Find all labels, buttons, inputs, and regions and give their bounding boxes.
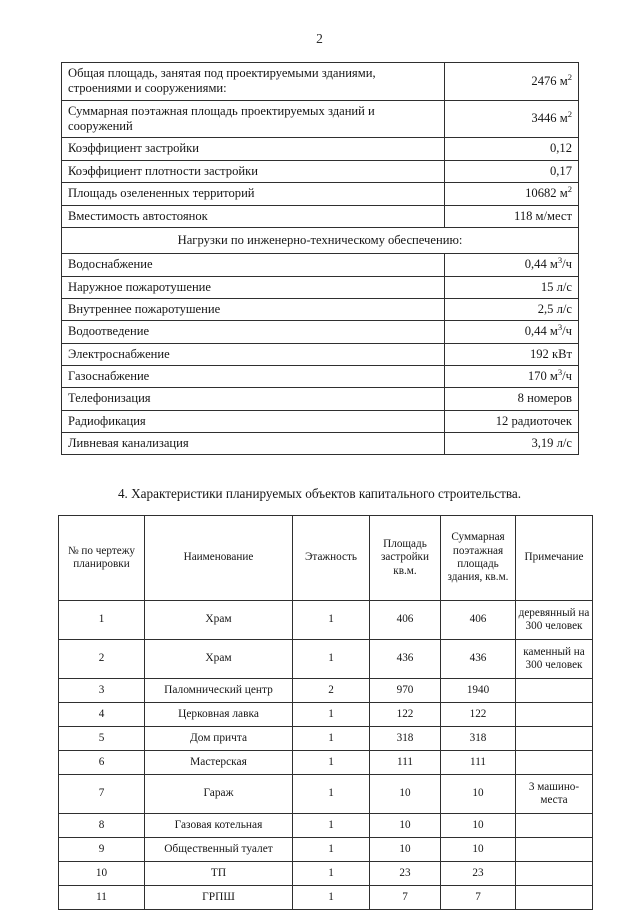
table-row [62,254,579,276]
cell-total-area: 318 [441,727,516,751]
cell-build-area: 7 [370,886,441,910]
header-num: № по чертежу планировки [59,516,145,601]
cell-name: Храм [145,601,293,640]
table-row [59,703,593,727]
cell-build-area: 10 [370,814,441,838]
technical-indicators-table [61,62,579,455]
load-label: Газоснабжение [62,366,445,388]
load-label: Электроснабжение [62,343,445,365]
table-header-row [59,516,593,601]
table-row [59,751,593,775]
header-total-area: Суммарная поэтажная площадь здания, кв.м. [441,516,516,601]
indicator-label: Вместимость автостоянок [62,205,445,227]
load-value: 15 л/с [445,276,579,298]
cell-name: Мастерская [145,751,293,775]
header-build-area: Площадь застройки кв.м. [370,516,441,601]
indicator-label: Суммарная поэтажная площадь проектируемых зданий и сооружений [62,100,445,138]
table-row [59,679,593,703]
load-label: Водоотведение [62,321,445,343]
cell-name: Дом причта [145,727,293,751]
cell-total-area: 7 [441,886,516,910]
load-value: 12 радиоточек [445,410,579,432]
cell-num: 10 [59,862,145,886]
cell-total-area: 436 [441,640,516,679]
indicator-value: 0,12 [445,138,579,160]
cell-total-area: 111 [441,751,516,775]
cell-floors: 1 [293,814,370,838]
cell-build-area: 318 [370,727,441,751]
cell-note [516,886,593,910]
cell-num: 8 [59,814,145,838]
cell-total-area: 10 [441,814,516,838]
header-name: Наименование [145,516,293,601]
cell-name: ГРПШ [145,886,293,910]
cell-floors: 1 [293,640,370,679]
cell-total-area: 23 [441,862,516,886]
cell-note [516,703,593,727]
cell-note [516,727,593,751]
objects-table-body [59,601,593,910]
load-value: 2,5 л/с [445,298,579,320]
header-floors: Этажность [293,516,370,601]
loads-section-header: Нагрузки по инженерно-техническому обеспечению: [62,227,579,253]
indicator-label: Коэффициент застройки [62,138,445,160]
cell-num: 4 [59,703,145,727]
cell-build-area: 406 [370,601,441,640]
table-row [62,321,579,343]
cell-note [516,679,593,703]
cell-name: Паломнический центр [145,679,293,703]
table-row [59,814,593,838]
indicator-value: 10682 $м^2$ [445,183,579,205]
table-row [59,775,593,814]
cell-num: 11 [59,886,145,910]
table-row [62,366,579,388]
cell-build-area: 10 [370,838,441,862]
cell-build-area: 122 [370,703,441,727]
cell-name: Газовая котельная [145,814,293,838]
table-row [62,433,579,455]
cell-note: 3 машино-места [516,775,593,814]
indicator-value: 118 м/мест [445,205,579,227]
indicator-value: 2476 $м^2$ [445,63,579,101]
cell-floors: 1 [293,886,370,910]
cell-note: каменный на 300 человек [516,640,593,679]
cell-name: Церковная лавка [145,703,293,727]
cell-num: 5 [59,727,145,751]
table-row [62,205,579,227]
cell-build-area: 10 [370,775,441,814]
cell-name: Общественный туалет [145,838,293,862]
table-row [59,727,593,751]
load-label: Водоснабжение [62,254,445,276]
section-heading: 4. Характеристики планируемых объектов капитального строительства. [117,486,522,501]
load-label: Ливневая канализация [62,433,445,455]
cell-num: 7 [59,775,145,814]
cell-total-area: 122 [441,703,516,727]
cell-total-area: 1940 [441,679,516,703]
cell-name: ТП [145,862,293,886]
table-row [62,63,579,101]
table-row [62,160,579,182]
table-row [62,138,579,160]
cell-build-area: 970 [370,679,441,703]
cell-total-area: 406 [441,601,516,640]
cell-floors: 2 [293,679,370,703]
load-value: 192 кВт [445,343,579,365]
objects-table-head [59,516,593,601]
cell-total-area: 10 [441,838,516,862]
cell-build-area: 111 [370,751,441,775]
cell-num: 2 [59,640,145,679]
cell-num: 6 [59,751,145,775]
cell-floors: 1 [293,862,370,886]
table-row [62,183,579,205]
indicator-value: 0,17 [445,160,579,182]
load-value: 3,19 л/с [445,433,579,455]
table-row [62,276,579,298]
table-row [59,838,593,862]
cell-floors: 1 [293,601,370,640]
cell-floors: 1 [293,838,370,862]
page-number: 2 [316,31,323,46]
load-label: Радиофикация [62,410,445,432]
header-note: Примечание [516,516,593,601]
cell-note [516,814,593,838]
indicator-label: Площадь озелененных территорий [62,183,445,205]
table-row [62,298,579,320]
cell-floors: 1 [293,751,370,775]
cell-note [516,751,593,775]
cell-floors: 1 [293,703,370,727]
load-value: 8 номеров [445,388,579,410]
cell-floors: 1 [293,775,370,814]
table-row [62,343,579,365]
indicator-label: Коэффициент плотности застройки [62,160,445,182]
table-row [59,601,593,640]
cell-num: 9 [59,838,145,862]
load-label: Телефонизация [62,388,445,410]
cell-total-area: 10 [441,775,516,814]
table-row [62,100,579,138]
cell-name: Гараж [145,775,293,814]
load-value: 0,44 $м^3/ч$ [445,321,579,343]
load-value: 170 $м^3/ч$ [445,366,579,388]
cell-floors: 1 [293,727,370,751]
load-value: 0,44 $м^3/ч$ [445,254,579,276]
indicator-value: 3446 $м^2$ [445,100,579,138]
cell-build-area: 436 [370,640,441,679]
table-row [62,410,579,432]
table-row [62,388,579,410]
load-label: Внутреннее пожаротушение [62,298,445,320]
table-row [59,886,593,910]
cell-note: деревянный на 300 человек [516,601,593,640]
cell-num: 1 [59,601,145,640]
cell-num: 3 [59,679,145,703]
table-row [59,862,593,886]
table-section-row [62,227,579,253]
cell-build-area: 23 [370,862,441,886]
indicator-label: Общая площадь, занятая под проектируемыми зданиями, строениями и сооружениями: [62,63,445,101]
capital-construction-objects-table [58,515,593,910]
cell-note [516,838,593,862]
cell-note [516,862,593,886]
load-label: Наружное пожаротушение [62,276,445,298]
table-row [59,640,593,679]
technical-indicators-body [62,63,579,455]
cell-name: Храм [145,640,293,679]
